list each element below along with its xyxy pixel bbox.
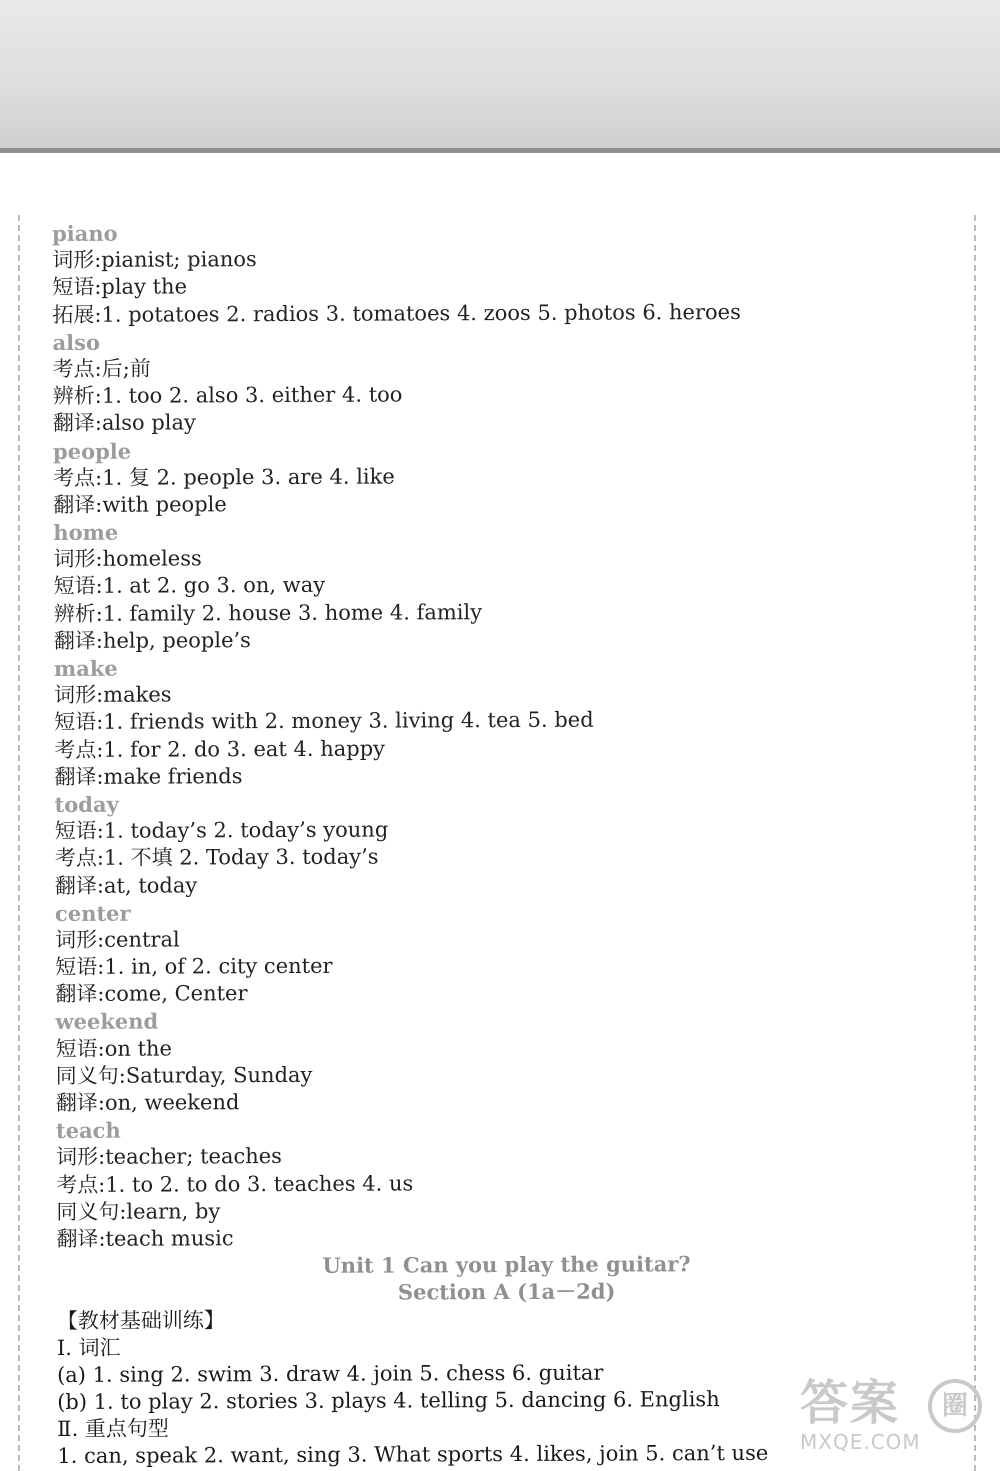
answer-label: 考点: (56, 1172, 106, 1197)
answer-value: help, people’s (102, 627, 251, 653)
answer-row (55, 950, 955, 981)
left-margin-dashes (18, 215, 20, 1471)
section-title: Section A (1a－2d) (397, 1278, 616, 1305)
answer-value: 1. today’s 2. today’s young (103, 817, 389, 843)
answer-value: central (104, 927, 180, 952)
answer-label: 短语: (52, 275, 102, 300)
answer-value: with people (102, 492, 227, 517)
answer-value: 1. potatoes 2. radios 3. tomatoes 4. zoos 5. photos 6. heroes (101, 299, 741, 327)
watermark-logo: 答案 (800, 1375, 901, 1431)
answer-label: 考点: (54, 737, 104, 762)
answer-row (53, 379, 953, 410)
section-heading-word: today (54, 791, 119, 817)
answer-value: 后;前 (101, 356, 151, 381)
answer-value: makes (103, 682, 172, 707)
section-heading-word: weekend (55, 1008, 159, 1035)
answer-row (52, 270, 952, 301)
answer-row (54, 624, 954, 655)
section-heading-word: piano (52, 220, 118, 246)
answer-label: 考点: (53, 465, 103, 490)
answer-label: 考点: (54, 846, 104, 871)
answer-row (56, 1195, 956, 1226)
answer-label: 翻译: (53, 492, 103, 517)
answer-label: 辨析: (53, 601, 103, 626)
answer-row (55, 977, 955, 1008)
answer-label: 短语: (55, 1036, 105, 1061)
answer-value: 1. at 2. go 3. on, way (102, 573, 326, 599)
answer-row (53, 542, 953, 573)
answer-value: learn, by (126, 1199, 221, 1224)
section-heading-word: center (54, 900, 131, 926)
answer-row (54, 760, 954, 791)
answer-value: make friends (103, 763, 243, 789)
answer-label: 翻译: (54, 873, 105, 898)
answer-label: 翻译: (54, 764, 104, 789)
answer-row (55, 923, 955, 954)
answer-row (56, 1032, 956, 1063)
site-watermark (800, 1375, 990, 1467)
answer-row (53, 406, 953, 437)
answer-label: 翻译: (52, 411, 103, 436)
answer-label: 短语: (54, 710, 104, 735)
answer-row (54, 570, 954, 601)
answer-row (53, 352, 953, 383)
part2-line: 1. can, speak 2. want, sing 3. What sports 4. likes, join 5. can’t use (57, 1441, 769, 1469)
answer-row (53, 488, 953, 519)
answer-row (55, 869, 955, 900)
answer-value: 1. family 2. house 3. home 4. family (102, 599, 483, 626)
answer-label: 辨析: (52, 383, 102, 409)
answer-value: on the (104, 1036, 172, 1061)
answer-row (54, 678, 954, 709)
header-rule (0, 148, 1000, 153)
answer-label: 考点: (52, 356, 102, 381)
answer-row (55, 841, 955, 872)
part1-line: (b) 1. to play 2. stories 3. plays 4. telling 5. dancing 6. English (57, 1387, 720, 1415)
answer-value: 1. too 2. also 3. either 4. too (101, 382, 403, 408)
answer-value: 1. friends with 2. money 3. living 4. tea 5. bed (103, 708, 594, 735)
answer-value: 1. 不填 2. Today 3. today’s (103, 844, 379, 871)
answer-label: 翻译: (53, 628, 103, 653)
answer-value: come, Center (104, 981, 248, 1007)
section-heading-word: people (52, 438, 132, 464)
answer-value: also play (101, 410, 196, 436)
answer-row (56, 1059, 956, 1090)
answer-row (52, 243, 952, 274)
answer-row (54, 733, 954, 764)
answer-label: 短语: (54, 818, 104, 844)
answer-label: 词形: (53, 547, 103, 572)
top-header-band (0, 0, 1000, 150)
answer-row (56, 1140, 956, 1171)
answer-value: teacher; teaches (105, 1144, 282, 1170)
unit-title: Unit 1 Can you play the guitar? (322, 1251, 691, 1278)
section-heading-word: also (52, 329, 101, 355)
answer-label: 同义句: (56, 1199, 127, 1224)
part1-line: (a) 1. sing 2. swim 3. draw 4. join 5. chess 6. guitar (56, 1360, 604, 1387)
answer-value: 1. in, of 2. city center (104, 953, 333, 979)
answer-label: 短语: (53, 574, 103, 599)
section-heading-word: make (53, 655, 118, 681)
answer-value: homeless (102, 546, 202, 572)
answer-label: 词形: (52, 247, 102, 273)
part1-heading: Ⅰ. 词汇 (56, 1335, 121, 1360)
answer-label: 翻译: (56, 1226, 106, 1251)
answer-label: 短语: (55, 954, 105, 980)
training-heading: 【教材基础训练】 (56, 1307, 225, 1333)
answer-row (56, 1222, 956, 1253)
answer-value: on, weekend (104, 1090, 240, 1115)
section-heading-word: teach (55, 1117, 121, 1144)
answer-value: at, today (103, 872, 198, 898)
watermark-seal-icon: 圈 (928, 1379, 982, 1433)
answer-row (56, 1086, 956, 1117)
answer-value: 1. 复 2. people 3. are 4. like (102, 464, 395, 490)
answer-row (55, 814, 955, 845)
answer-value: pianist; pianos (101, 247, 257, 272)
part2-heading: Ⅱ. 重点句型 (57, 1416, 169, 1442)
right-margin-dashes (974, 215, 976, 1471)
answer-label: 词形: (56, 1145, 106, 1170)
answer-row (52, 298, 952, 329)
answer-value: 1. for 2. do 3. eat 4. happy (103, 736, 386, 762)
answer-label: 翻译: (55, 982, 105, 1007)
answer-label: 拓展: (52, 302, 102, 327)
answer-row (53, 461, 953, 492)
answer-value: Saturday, Sunday (125, 1062, 313, 1088)
watermark-url: MXQE.COM (800, 1430, 921, 1454)
answer-content (52, 216, 957, 1471)
answer-value: 1. to 2. to do 3. teaches 4. us (105, 1170, 414, 1197)
answer-label: 翻译: (55, 1090, 105, 1115)
answer-row (54, 705, 954, 736)
answer-label: 同义句: (55, 1063, 126, 1088)
section-heading-word: home (53, 519, 119, 546)
answer-label: 词形: (54, 682, 104, 708)
answer-value: play the (101, 274, 188, 300)
answer-value: teach music (105, 1226, 234, 1251)
answer-row (54, 597, 954, 628)
answer-label: 词形: (55, 927, 105, 952)
answer-row (56, 1168, 956, 1199)
